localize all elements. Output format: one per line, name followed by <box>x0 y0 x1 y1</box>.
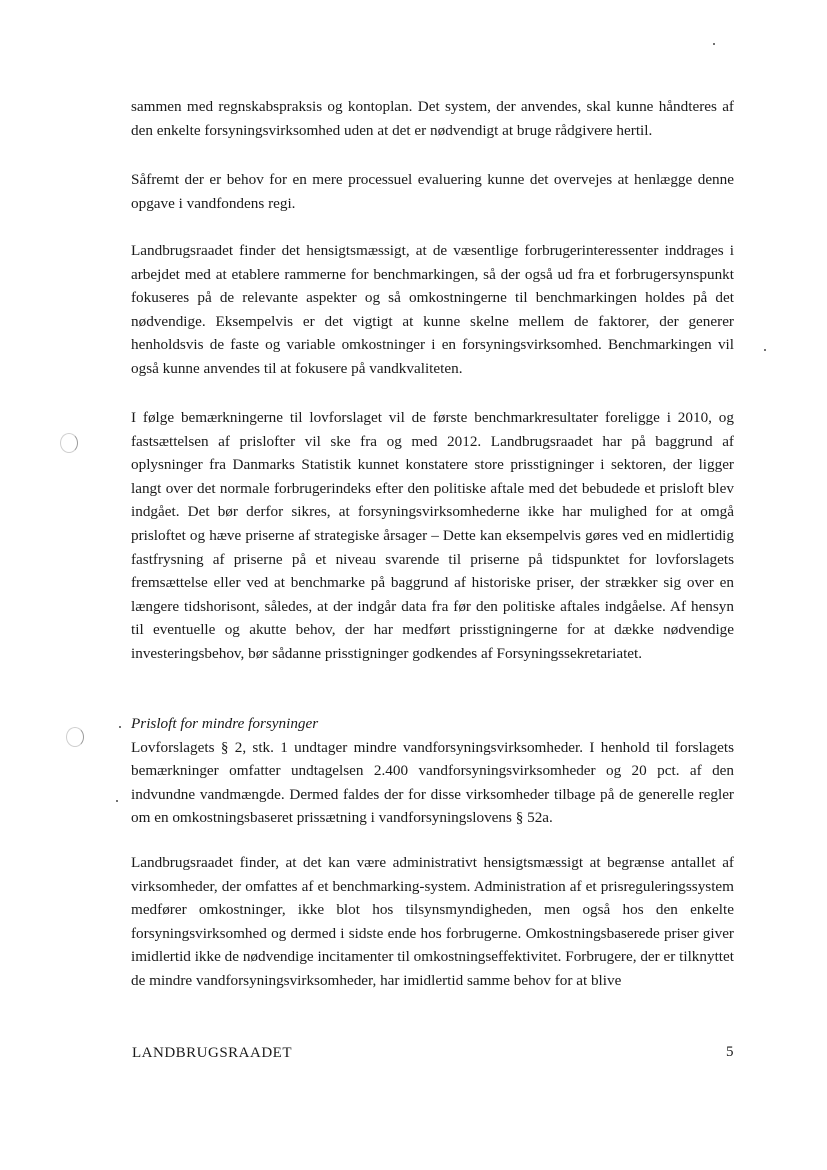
p3-block <box>131 239 734 381</box>
paragraph: Landbrugsraadet finder, at det kan være administrativt hensigtsmæssigt at begrænse antallet af virksomheder, der omfattes af et benchmarking-system. Administration af et prisreguleringssystem medfører omkostninger, ikke blot hos tilsynsmyndigheden, men også hos den enkelte forsyningsvirksomhed og dermed i sidste ende hos forbrugerne. Omkostningsbaserede priser giver imidlertid ikke de nødvendige incitamenter til omkostningseffektivitet. Forbrugere, der er tilknyttet de mindre vandforsyningsvirksomheder, har imidlertid samme behov for at blive <box>131 854 734 989</box>
footer-organization: LANDBRUGSRAADET <box>132 1045 293 1061</box>
paragraph: Såfremt der er behov for en mere processuel evaluering kunne det overvejes at henlægge denne opgave i vandfondens regi. <box>131 171 734 212</box>
section-block <box>131 712 734 830</box>
p1-block <box>131 95 734 142</box>
section-heading: Prisloft for mindre forsyninger <box>131 715 319 732</box>
p2-block <box>131 168 734 215</box>
scan-speck <box>764 349 766 351</box>
scan-speck <box>713 43 715 45</box>
page-number: 5 <box>726 1044 734 1060</box>
paragraph: I følge bemærkningerne til lovforslaget vil de første benchmarkresultater foreligge i 2010, og fastsættelsen af prislofter vil ske fra og med 2012. Landbrugsraadet har på baggrund af oplysninger fra Danmarks Statistik kunnet konstatere store prisstigninger i sektoren, der ligger langt over det normale forbrugerindeks efter den politiske aftale med det bebudede et prisloft blev indgået. Det bør derfor sikres, at forsyningsvirksomhederne ikke har mulighed for at omgå prisloftet og hæve priserne af strategiske årsager – Dette kan eksempelvis gøres ved en midlertidig fastfrysning af priserne på et niveau svarende til priserne på tidspunktet for lovforslagets fremsættelse eller ved at benchmarke på baggrund af historiske priser, der strækker sig over en længere tidshorisont, således, at der indgår data fra før den politiske aftales indgåelse. Af hensyn til eventuelle og akutte behov, der har medført prisstigningerne for at dække nødvendige investeringsbehov, bør sådanne prisstigninger godkendes af Forsyningssekretariatet. <box>131 409 734 662</box>
punch-hole-icon <box>60 433 78 453</box>
paragraph: Landbrugsraadet finder det hensigtsmæssigt, at de væsentlige forbrugerinteressenter inddrages i arbejdet med at etablere rammerne for benchmarkingen, så der også ud fra et forbrugersynspunkt fokuseres på de relevante aspekter og så omkostningerne til benchmarkingen holdes på det nødvendige. Eksempelvis er det vigtigt at kunne skelne mellem de faktorer, der generer henholdsvis de faste og variable omkostninger i en forsyningsvirksomhed. Benchmarkingen vil også kunne anvendes til at fokusere på vandkvaliteten. <box>131 242 734 377</box>
paragraph: sammen med regnskabspraksis og kontoplan. Det system, der anvendes, skal kunne håndteres af den enkelte forsyningsvirksomhed uden at det er nødvendigt at bruge rådgivere hertil. <box>131 98 734 139</box>
p4-block <box>131 406 734 666</box>
p6-block <box>131 851 734 993</box>
scan-speck <box>119 726 121 728</box>
scan-speck <box>116 800 118 802</box>
punch-hole-icon <box>66 727 84 747</box>
paragraph: Lovforslagets § 2, stk. 1 undtager mindre vandforsyningsvirksomheder. I henhold til forslagets bemærkninger omfatter undtagelsen 2.400 vandforsyningsvirksomheder og 20 pct. af den indvundne vandmængde. Dermed faldes der for disse virksomheder tilbage på de generelle regler om en omkostningsbaseret prissætning i vandforsyningslovens § 52a. <box>131 738 734 827</box>
